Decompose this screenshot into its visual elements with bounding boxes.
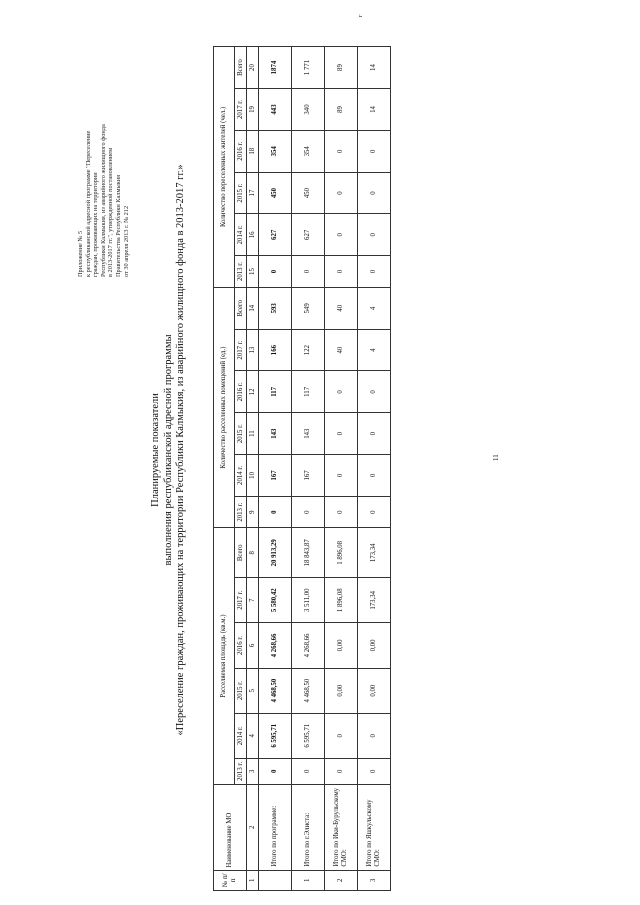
- column-index: 6: [247, 623, 259, 668]
- area-value: 0: [358, 758, 391, 784]
- area-value: 6 595,71: [292, 713, 325, 758]
- year-header: 2017 г.: [235, 578, 247, 623]
- year-header: Всего: [235, 528, 247, 578]
- indicators-table: [213, 46, 391, 891]
- column-index: 4: [247, 713, 259, 758]
- municipality-name: Итого по Яшкульскому СМО:: [358, 784, 391, 870]
- people-value: 0: [325, 256, 358, 288]
- column-index: 13: [247, 329, 259, 371]
- header-name: Наименование МО: [214, 784, 247, 870]
- corner-mark: г: [358, 14, 364, 17]
- column-index: 10: [247, 455, 259, 497]
- people-value: 0: [325, 172, 358, 214]
- column-index: 5: [247, 668, 259, 713]
- rooms-value: 0: [325, 455, 358, 497]
- year-header: 2017 г.: [235, 329, 247, 371]
- title-line-2: выполнения республиканской адресной программы: [162, 334, 174, 566]
- year-header: 2013 г.: [235, 758, 247, 784]
- column-index-row: [247, 47, 259, 891]
- page-number: 11: [492, 454, 500, 461]
- people-value: 0: [325, 214, 358, 256]
- people-value: 1 771: [292, 47, 325, 89]
- table-row: [292, 47, 325, 891]
- area-value: 0,00: [325, 623, 358, 668]
- year-header: 2016 г.: [235, 371, 247, 413]
- column-index: 3: [247, 758, 259, 784]
- header-area: Расселяемая площадь (кв.м.): [214, 528, 235, 784]
- rooms-value: 593: [259, 287, 292, 329]
- column-index: 14: [247, 287, 259, 329]
- people-value: 0: [358, 130, 391, 172]
- column-index: 15: [247, 256, 259, 288]
- area-value: 173,34: [358, 578, 391, 623]
- appendix-line: Правительства Республики Калмыкия: [114, 174, 122, 277]
- area-value: 0: [292, 758, 325, 784]
- area-value: 1 896,08: [325, 578, 358, 623]
- people-value: 0: [292, 256, 325, 288]
- year-header-row: [235, 47, 247, 891]
- year-header: 2014 г.: [235, 455, 247, 497]
- rooms-value: 549: [292, 287, 325, 329]
- year-header: Всего: [235, 287, 247, 329]
- people-value: 627: [292, 214, 325, 256]
- table-row: [259, 47, 292, 891]
- area-value: 5 580,42: [259, 578, 292, 623]
- table-row: [358, 47, 391, 891]
- rooms-value: 166: [259, 329, 292, 371]
- year-header: 2015 г.: [235, 413, 247, 455]
- column-index: 18: [247, 130, 259, 172]
- appendix-note: [77, 37, 130, 277]
- table-row: [325, 47, 358, 891]
- municipality-name: Итого по программе:: [259, 784, 292, 870]
- year-header: 2016 г.: [235, 130, 247, 172]
- column-index: 8: [247, 528, 259, 578]
- row-number: 3: [358, 870, 391, 890]
- people-value: 0: [325, 130, 358, 172]
- area-value: 4 468,50: [259, 668, 292, 713]
- title-line-1: Планируемые показатели: [150, 393, 161, 507]
- people-value: 0: [358, 172, 391, 214]
- people-value: 354: [292, 130, 325, 172]
- area-value: 0: [325, 713, 358, 758]
- rooms-value: 167: [259, 455, 292, 497]
- year-header: 2013 г.: [235, 256, 247, 288]
- header-people: Количество переселенных жителей (чел.): [214, 47, 235, 288]
- area-value: 3 511,00: [292, 578, 325, 623]
- people-value: 14: [358, 89, 391, 131]
- municipality-name: Итого по г.Элиста:: [292, 784, 325, 870]
- title-line-3: «Переселение граждан, проживающих на территории Республики Калмыкия, из аварийного жилищного фонда в 2013-2017 гг.»: [175, 164, 187, 736]
- document-title: [150, 105, 188, 795]
- area-value: 1 896,08: [325, 528, 358, 578]
- row-number: [259, 870, 292, 890]
- area-value: 4 268,66: [259, 623, 292, 668]
- rooms-value: 0: [358, 455, 391, 497]
- rooms-value: 0: [325, 413, 358, 455]
- appendix-line: от 30 апреля 2013 г. № 212: [122, 205, 130, 277]
- people-value: 14: [358, 47, 391, 89]
- row-number: 2: [325, 870, 358, 890]
- people-value: 0: [358, 214, 391, 256]
- area-value: 0: [325, 758, 358, 784]
- people-value: 89: [325, 89, 358, 131]
- column-index: 16: [247, 214, 259, 256]
- column-index: 20: [247, 47, 259, 89]
- rooms-value: 143: [259, 413, 292, 455]
- column-index: 2: [247, 784, 259, 870]
- area-value: 0: [358, 713, 391, 758]
- header-num: № п/п: [214, 870, 247, 890]
- appendix-line: граждан, проживающих на территории: [92, 172, 100, 277]
- rooms-value: 0: [358, 496, 391, 528]
- rooms-value: 122: [292, 329, 325, 371]
- people-value: 443: [259, 89, 292, 131]
- people-value: 450: [259, 172, 292, 214]
- rooms-value: 40: [325, 329, 358, 371]
- people-value: 0: [358, 256, 391, 288]
- year-header: 2017 г.: [235, 89, 247, 131]
- area-value: 4 468,50: [292, 668, 325, 713]
- rooms-value: 143: [292, 413, 325, 455]
- area-value: 4 268,66: [292, 623, 325, 668]
- people-value: 354: [259, 130, 292, 172]
- rooms-value: 40: [325, 287, 358, 329]
- area-value: 0,00: [358, 668, 391, 713]
- people-value: 89: [325, 47, 358, 89]
- area-value: 173,34: [358, 528, 391, 578]
- rooms-value: 0: [259, 496, 292, 528]
- row-number: 1: [292, 870, 325, 890]
- rooms-value: 117: [259, 371, 292, 413]
- year-header: 2013 г.: [235, 496, 247, 528]
- appendix-line: к республиканской адресной программе "Переселение: [84, 130, 92, 277]
- rooms-value: 0: [292, 496, 325, 528]
- rooms-value: 167: [292, 455, 325, 497]
- people-value: 1874: [259, 47, 292, 89]
- column-index: 9: [247, 496, 259, 528]
- year-header: Всего: [235, 47, 247, 89]
- year-header: 2016 г.: [235, 623, 247, 668]
- municipality-name: Итого по Ики-Бурульскому СМО:: [325, 784, 358, 870]
- appendix-line: Республики Калмыкия, из аварийного жилищного фонда: [99, 124, 107, 277]
- year-header: 2014 г.: [235, 713, 247, 758]
- area-value: 0: [259, 758, 292, 784]
- column-index: 1: [247, 870, 259, 890]
- rooms-value: 0: [358, 413, 391, 455]
- year-header: 2015 г.: [235, 172, 247, 214]
- column-index: 11: [247, 413, 259, 455]
- people-value: 627: [259, 214, 292, 256]
- rooms-value: 4: [358, 329, 391, 371]
- area-value: 18 843,87: [292, 528, 325, 578]
- appendix-line: Приложение № 5: [77, 230, 84, 277]
- rooms-value: 117: [292, 371, 325, 413]
- year-header: 2014 г.: [235, 214, 247, 256]
- column-index: 19: [247, 89, 259, 131]
- area-value: 0,00: [325, 668, 358, 713]
- rooms-value: 4: [358, 287, 391, 329]
- rooms-value: 0: [358, 371, 391, 413]
- column-index: 17: [247, 172, 259, 214]
- appendix-line: в 2013-2017 гг.", утвержденной постановлением: [107, 147, 115, 277]
- rooms-value: 0: [325, 371, 358, 413]
- people-value: 340: [292, 89, 325, 131]
- area-value: 0,00: [358, 623, 391, 668]
- column-index: 12: [247, 371, 259, 413]
- area-value: 6 595,71: [259, 713, 292, 758]
- header-rooms: Количество расселенных помещений (ед.): [214, 287, 235, 528]
- people-value: 450: [292, 172, 325, 214]
- year-header: 2015 г.: [235, 668, 247, 713]
- people-value: 0: [259, 256, 292, 288]
- table-body: [259, 47, 391, 891]
- area-value: 20 913,29: [259, 528, 292, 578]
- column-index: 7: [247, 578, 259, 623]
- rooms-value: 0: [325, 496, 358, 528]
